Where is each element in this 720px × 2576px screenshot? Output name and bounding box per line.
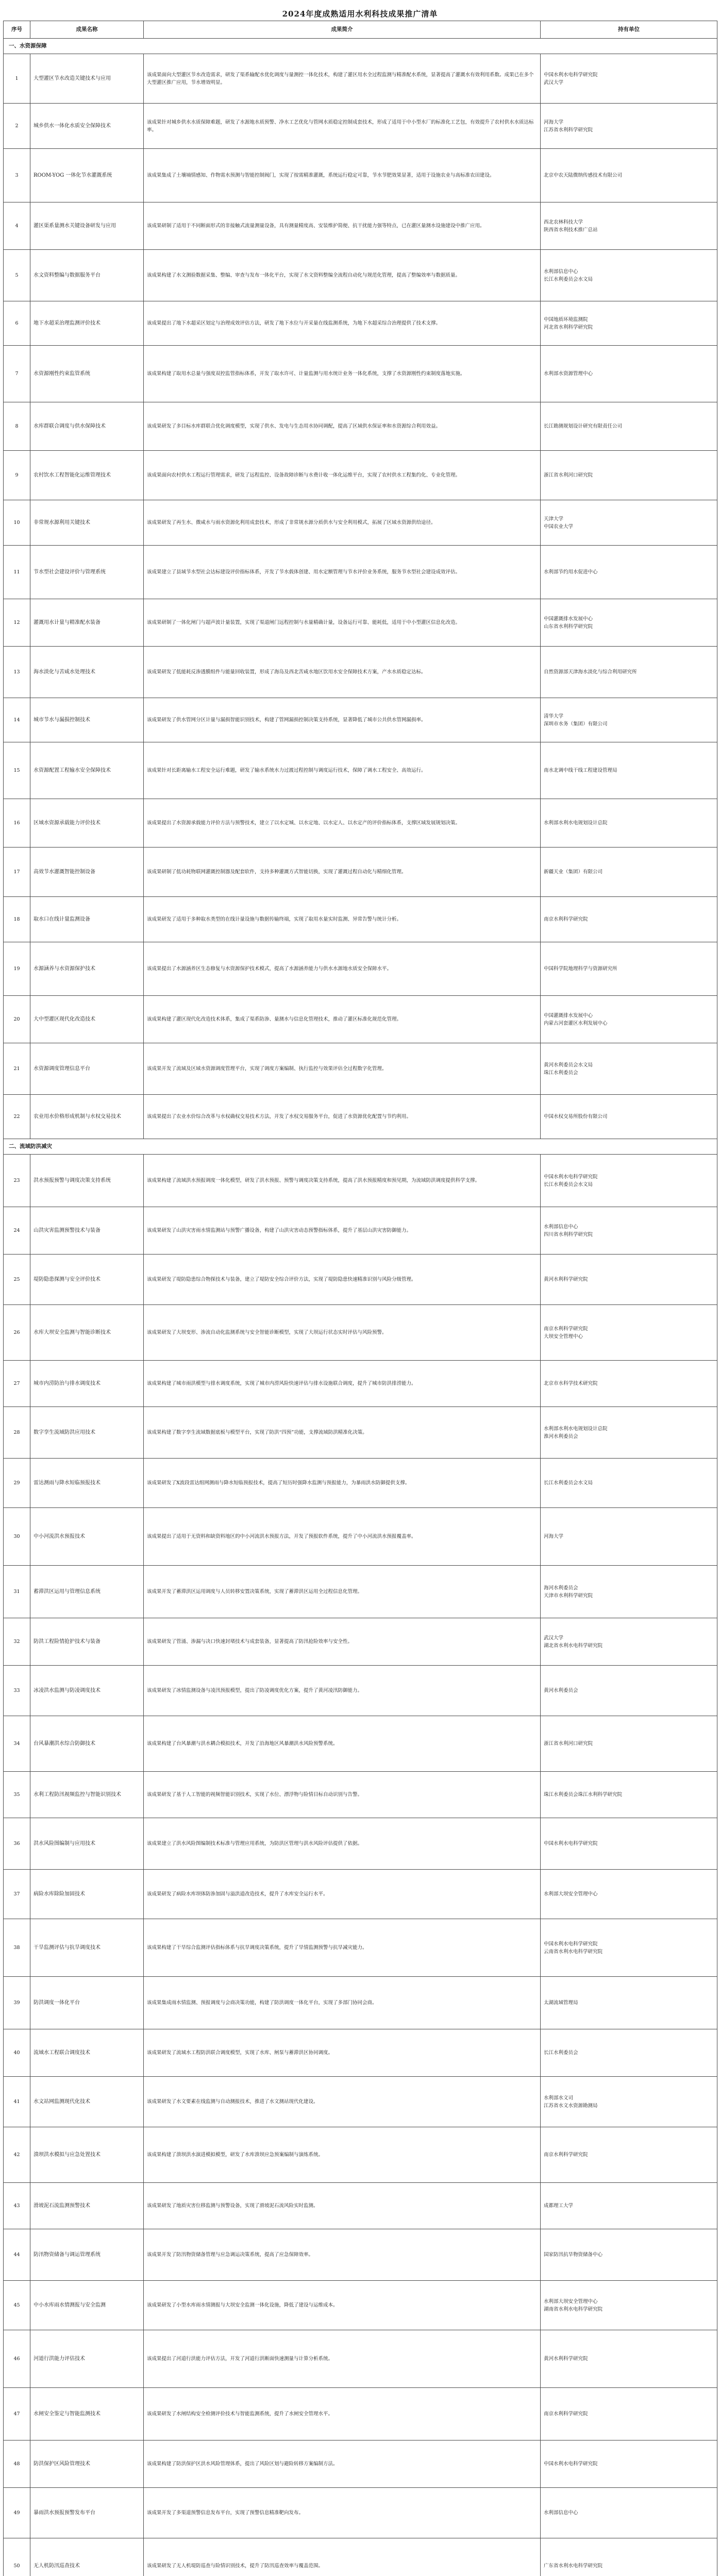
row-unit: 水利部信息中心 四川省水利科学研究院 — [541, 1207, 717, 1255]
table-row — [4, 2127, 717, 2183]
table-row — [4, 1043, 717, 1095]
table-row — [4, 451, 717, 500]
row-no: 49 — [4, 2488, 30, 2538]
table-row — [4, 1772, 717, 1818]
row-no: 29 — [4, 1459, 30, 1508]
row-name: 台风暴潮洪水综合防御技术 — [30, 1716, 144, 1772]
table-row — [4, 2488, 717, 2538]
row-no: 42 — [4, 2127, 30, 2183]
row-unit: 水利部水资源管理中心 — [541, 346, 717, 402]
row-intro: 该成果构建了台风暴潮与洪水耦合模拟技术，开发了沿海地区风暴潮洪水风险预警系统。 — [144, 1716, 541, 1772]
row-name: 山洪灾害监测预警技术与装备 — [30, 1207, 144, 1255]
row-name: 大中型灌区现代化改造技术 — [30, 996, 144, 1043]
row-unit: 中国水利水电科学研究院 长江水利委员会水文局 — [541, 1155, 717, 1207]
table-row — [4, 698, 717, 742]
table-row — [4, 500, 717, 546]
row-name: 防洪工程险情抢护技术与装备 — [30, 1618, 144, 1666]
table-row — [4, 2229, 717, 2281]
document-title: 2024年度成熟适用水利科技成果推广清单 — [282, 9, 438, 19]
section-row-flood-control — [4, 1139, 717, 1155]
table-row — [4, 942, 717, 996]
row-unit: 中国灌溉排水发展中心 山东省水利科学研究院 — [541, 599, 717, 647]
row-no: 34 — [4, 1716, 30, 1772]
row-no: 14 — [4, 698, 30, 742]
table-row — [4, 599, 717, 647]
row-no: 8 — [4, 402, 30, 451]
row-no: 47 — [4, 2388, 30, 2441]
row-unit: 国家防汛抗旱物资储备中心 — [541, 2229, 717, 2281]
row-no: 50 — [4, 2538, 30, 2576]
row-intro: 该成果研发了管涌、渗漏与决口快速封堵技术与成套装备，显著提高了防汛抢险效率与安全性。 — [144, 1618, 541, 1666]
row-name: 水库大坝安全监测与智能诊断技术 — [30, 1305, 144, 1361]
row-intro: 该成果构建了取用水总量与强度双控监管指标体系，开发了取水许可、计量监测与用水统计业务一体化系统，支撑了水资源刚性约束制度落地实施。 — [144, 346, 541, 402]
row-no: 10 — [4, 500, 30, 546]
row-no: 37 — [4, 1870, 30, 1919]
row-intro: 该成果研制了一体化闸门与超声波计量装置，实现了渠道闸门远程控制与水量精确计量，设备运行可靠、能耗低，适用于中小型灌区信息化改造。 — [144, 599, 541, 647]
row-name: 水利工程防汛视频监控与智能识别技术 — [30, 1772, 144, 1818]
row-unit: 中国水利水电科学研究院 武汉大学 — [541, 54, 717, 104]
row-unit: 天津大学 中国农业大学 — [541, 500, 717, 546]
row-no: 31 — [4, 1566, 30, 1618]
row-intro: 该成果构建了流域洪水预报调度一体化模型，研发了洪水预报、预警与调度决策支持系统，提高了洪水预报精度和预见期，为流域防洪调度提供科学支撑。 — [144, 1155, 541, 1207]
table-row — [4, 2388, 717, 2441]
row-intro: 该成果提出了适用于无资料和缺资料地区的中小河流洪水预报方法，开发了预报软件系统，提升了中小河流洪水预报覆盖率。 — [144, 1508, 541, 1566]
row-unit: 南京水利科学研究院 大坝安全管理中心 — [541, 1305, 717, 1361]
row-no: 27 — [4, 1361, 30, 1407]
table-row — [4, 2330, 717, 2388]
row-unit: 浙江省水利河口研究院 — [541, 451, 717, 500]
row-no: 13 — [4, 647, 30, 698]
header-intro: 成果简介 — [144, 21, 541, 39]
row-no: 36 — [4, 1818, 30, 1870]
table-row — [4, 1407, 717, 1459]
row-intro: 该成果研制了适用于不同断面形式的非接触式流量测量设备，具有测量精度高、安装维护简便、抗干扰能力强等特点，已在灌区量测水设施建设中推广应用。 — [144, 202, 541, 250]
row-no: 35 — [4, 1772, 30, 1818]
row-no: 17 — [4, 848, 30, 897]
row-unit: 黄河水利委员会水文局 珠江水利委员会 — [541, 1043, 717, 1095]
row-unit: 河海大学 江苏省水利科学研究院 — [541, 104, 717, 149]
row-name: 大型灌区节水改造关键技术与应用 — [30, 54, 144, 104]
table-row — [4, 1095, 717, 1139]
row-no: 21 — [4, 1043, 30, 1095]
row-intro: 该成果建立了洪水风险图编制技术标准与管理应用系统，为防洪区管理与洪水风险评估提供了依据。 — [144, 1818, 541, 1870]
row-name: 区域水资源承载能力评价技术 — [30, 799, 144, 848]
row-name: 防洪保护区风险管理技术 — [30, 2441, 144, 2488]
row-intro: 该成果提出了地下水超采区划定与治理成效评估方法，研发了地下水位与开采量在线监测系统，为地下水超采综合治理提供了技术支撑。 — [144, 301, 541, 346]
row-name: 农村饮水工程智能化运维管理技术 — [30, 451, 144, 500]
row-intro: 该成果研发了大坝变形、渗流自动化监测系统与安全智能诊断模型，实现了大坝运行状态实时评估与风险预警。 — [144, 1305, 541, 1361]
row-unit: 浙江省水利河口研究院 — [541, 1716, 717, 1772]
row-no: 7 — [4, 346, 30, 402]
row-intro: 该成果研发了地质灾害位移监测与预警设备，实现了滑坡泥石流风险实时监测。 — [144, 2183, 541, 2229]
row-no: 16 — [4, 799, 30, 848]
table-row — [4, 848, 717, 897]
table-row — [4, 346, 717, 402]
table-row — [4, 54, 717, 104]
table-row — [4, 1305, 717, 1361]
table-row — [4, 742, 717, 799]
row-no: 32 — [4, 1618, 30, 1666]
row-no: 43 — [4, 2183, 30, 2229]
row-name: 病险水库除险加固技术 — [30, 1870, 144, 1919]
table-row — [4, 1361, 717, 1407]
row-intro: 该成果提出了水源涵养区生态修复与水资源保护技术模式，提高了水源涵养能力与供水水源地水质安全保障水平。 — [144, 942, 541, 996]
row-name: 防汛物资储备与调运管理系统 — [30, 2229, 144, 2281]
row-name: 水文资料整编与数据服务平台 — [30, 250, 144, 301]
row-unit: 水利部水利水电规划设计总院 — [541, 799, 717, 848]
row-name: 农业用水价格形成机制与水权交易技术 — [30, 1095, 144, 1139]
row-no: 3 — [4, 149, 30, 202]
row-no: 26 — [4, 1305, 30, 1361]
table-row — [4, 250, 717, 301]
row-unit: 黄河水利科学研究院 — [541, 2330, 717, 2388]
row-unit: 水利部节约用水促进中心 — [541, 546, 717, 599]
row-unit: 清华大学 深圳市水务（集团）有限公司 — [541, 698, 717, 742]
row-intro: 该成果面向大型灌区节水改造需求，研发了渠系输配水优化调度与量测控一体化技术，构建了灌区用水全过程监测与精准配水系统，显著提高了灌溉水有效利用系数。成果已在多个大型灌区推广应用，节水增效明显。 — [144, 54, 541, 104]
row-name: ROOM-YOG 一体化节水灌溉系统 — [30, 149, 144, 202]
row-intro: 该成果提出了河道行洪能力评估方法，开发了河道行洪断面快速测量与计算分析系统。 — [144, 2330, 541, 2388]
row-unit: 成都理工大学 — [541, 2183, 717, 2229]
row-no: 38 — [4, 1919, 30, 1977]
row-unit: 西北农林科技大学 陕西省水利技术推广总站 — [541, 202, 717, 250]
row-intro: 该成果研发了基于人工智能的视频智能识别技术，实现了水位、漂浮物与险情目标自动识别与告警。 — [144, 1772, 541, 1818]
row-intro: 该成果研发了病险水库坝体防渗加固与溢洪道改造技术，提升了水库安全运行水平。 — [144, 1870, 541, 1919]
row-intro: 该成果研发了山洪灾害雨水情监测站与预警广播设备，构建了山洪灾害动态预警指标体系，提升了基层山洪灾害防御能力。 — [144, 1207, 541, 1255]
table-row — [4, 2077, 717, 2127]
row-intro: 该成果研发了再生水、微咸水与雨水资源化利用成套技术，形成了非常规水源分质供水与安全利用模式，拓展了区域水资源供给途径。 — [144, 500, 541, 546]
row-unit: 水利部信息中心 — [541, 2488, 717, 2538]
row-name: 水源涵养与水资源保护技术 — [30, 942, 144, 996]
row-intro: 该成果构建了干旱综合监测评估指标体系与抗旱调度决策系统，提升了旱情监测预警与抗旱减灾能力。 — [144, 1919, 541, 1977]
row-intro: 该成果开发了蓄滞洪区运用调度与人员转移安置决策系统，实现了蓄滞洪区运用全过程信息化管理。 — [144, 1566, 541, 1618]
section-title: 一、水资源保障 — [4, 39, 717, 54]
row-intro: 该成果研发了堤防隐患综合物探技术与装备，建立了堤防安全综合评价方法，实现了堤防隐患快速精准识别与风险分级管理。 — [144, 1255, 541, 1305]
row-no: 2 — [4, 104, 30, 149]
row-no: 11 — [4, 546, 30, 599]
row-name: 取水口在线计量监测设备 — [30, 897, 144, 942]
row-no: 6 — [4, 301, 30, 346]
row-unit: 黄河水利委员会 — [541, 1666, 717, 1716]
row-name: 海水淡化与苦咸水处理技术 — [30, 647, 144, 698]
row-no: 39 — [4, 1977, 30, 2029]
row-name: 暴雨洪水预报预警发布平台 — [30, 2488, 144, 2538]
row-intro: 该成果开发了防汛物资储备管理与应急调运决策系统，提高了应急保障效率。 — [144, 2229, 541, 2281]
row-intro: 该成果研发了流域水工程防洪联合调度模型，实现了水库、闸泵与蓄滞洪区协同调度。 — [144, 2029, 541, 2077]
table-row — [4, 2281, 717, 2330]
row-intro: 该成果开发了多渠道预警信息发布平台，实现了预警信息精准靶向发布。 — [144, 2488, 541, 2538]
row-name: 防洪调度一体化平台 — [30, 1977, 144, 2029]
row-intro: 该成果研发了水文要素在线监测与自动测报技术，推进了水文测站现代化建设。 — [144, 2077, 541, 2127]
row-no: 5 — [4, 250, 30, 301]
row-unit: 中国科学院地理科学与资源研究所 — [541, 942, 717, 996]
row-unit: 新疆天业（集团）有限公司 — [541, 848, 717, 897]
row-unit: 南水北调中线干线工程建设管理局 — [541, 742, 717, 799]
row-no: 46 — [4, 2330, 30, 2388]
row-intro: 该成果构建了城市雨洪模型与排水调度系统，实现了城市内涝风险快速评估与排水设施联合调度，提升了城市防洪排涝能力。 — [144, 1361, 541, 1407]
row-unit: 中国灌溉排水发展中心 内蒙古河套灌区水利发展中心 — [541, 996, 717, 1043]
row-intro: 该成果构建了数字孪生流域数据底板与模型平台，实现了防洪“四预”功能，支撑流域防洪精准化决策。 — [144, 1407, 541, 1459]
row-unit: 太湖流域管理局 — [541, 1977, 717, 2029]
row-name: 水文站网监测现代化技术 — [30, 2077, 144, 2127]
header-no: 序号 — [4, 21, 30, 39]
row-name: 中小水库雨水情测报与安全监测 — [30, 2281, 144, 2330]
row-no: 30 — [4, 1508, 30, 1566]
row-name: 节水型社会建设评价与管理系统 — [30, 546, 144, 599]
row-intro: 该成果开发了流域及区域水资源调度管理平台，实现了调度方案编制、执行监控与效果评估全过程数字化管理。 — [144, 1043, 541, 1095]
achievement-catalog-table — [3, 21, 717, 2576]
table-row — [4, 1818, 717, 1870]
row-no: 18 — [4, 897, 30, 942]
row-unit: 水利部水利水电规划设计总院 淮河水利委员会 — [541, 1407, 717, 1459]
row-unit: 中国水利水电科学研究院 — [541, 2441, 717, 2488]
table-row — [4, 1716, 717, 1772]
table-row — [4, 647, 717, 698]
table-header-row — [4, 21, 717, 39]
table-row — [4, 1666, 717, 1716]
row-name: 水资源刚性约束监管系统 — [30, 346, 144, 402]
row-name: 洪水预报预警与调度决策支持系统 — [30, 1155, 144, 1207]
row-intro: 该成果研发了无人机堤防巡查与险情识别技术，提升了防汛巡查效率与覆盖范围。 — [144, 2538, 541, 2576]
row-name: 水资源调度管理信息平台 — [30, 1043, 144, 1095]
table-row — [4, 1566, 717, 1618]
row-no: 28 — [4, 1407, 30, 1459]
row-no: 48 — [4, 2441, 30, 2488]
table-body-flood — [4, 1139, 717, 2576]
row-intro: 该成果提出了水资源承载能力评价方法与预警技术，建立了以水定城、以水定地、以水定人、以水定产的评价指标体系，支撑区域发展规划决策。 — [144, 799, 541, 848]
header-name: 成果名称 — [30, 21, 144, 39]
table-row — [4, 1618, 717, 1666]
row-name: 灌区渠系量测水关键设备研发与应用 — [30, 202, 144, 250]
row-no: 44 — [4, 2229, 30, 2281]
row-no: 15 — [4, 742, 30, 799]
row-intro: 该成果集成雨水情监测、预报调度与会商决策功能，构建了防洪调度一体化平台，实现了多部门协同会商。 — [144, 1977, 541, 2029]
row-no: 23 — [4, 1155, 30, 1207]
table-row — [4, 202, 717, 250]
row-intro: 该成果构建了水文测验数据采集、整编、审查与发布一体化平台，实现了水文资料整编全流程自动化与规范化管理，提高了整编效率与数据质量。 — [144, 250, 541, 301]
row-intro: 该成果建立了县域节水型社会达标建设评价指标体系，开发了节水载体创建、用水定额管理与节水评价业务系统，服务节水型社会建设成效评估。 — [144, 546, 541, 599]
row-no: 45 — [4, 2281, 30, 2330]
row-unit: 黄河水利科学研究院 — [541, 1255, 717, 1305]
table-row — [4, 996, 717, 1043]
row-no: 4 — [4, 202, 30, 250]
row-name: 雷达测雨与降水短临预报技术 — [30, 1459, 144, 1508]
table-row — [4, 1207, 717, 1255]
table-row — [4, 149, 717, 202]
row-unit: 广东省水利水电科学研究院 — [541, 2538, 717, 2576]
row-name: 城乡供水一体化水质安全保障技术 — [30, 104, 144, 149]
row-intro: 该成果研发了水闸结构安全检测评价技术与智能监测系统，提升了水闸安全管理水平。 — [144, 2388, 541, 2441]
row-unit: 中国水权交易所股份有限公司 — [541, 1095, 717, 1139]
row-intro: 该成果研发了X波段雷达组网测雨与降水短临预报技术，提高了短历时强降水监测与预报能力，为暴雨洪水防御提供支撑。 — [144, 1459, 541, 1508]
row-unit: 河海大学 — [541, 1508, 717, 1566]
row-name: 溃坝洪水模拟与应急处置技术 — [30, 2127, 144, 2183]
row-unit: 水利部大坝安全管理中心 — [541, 1870, 717, 1919]
row-name: 城市节水与漏损控制技术 — [30, 698, 144, 742]
row-name: 蓄滞洪区运用与管理信息系统 — [30, 1566, 144, 1618]
row-intro: 该成果构建了灌区现代化改造技术体系，集成了渠系防渗、量测水与信息化管理技术，推动了灌区标准化规范化管理。 — [144, 996, 541, 1043]
row-no: 24 — [4, 1207, 30, 1255]
row-intro: 该成果研发了小型水库雨水情测报与大坝安全监测一体化设施，降低了建设与运维成本。 — [144, 2281, 541, 2330]
table-body — [4, 39, 717, 1139]
row-intro: 该成果研发了冰情监测设备与凌汛预报模型，提出了防凌调度优化方案，提升了黄河凌汛防御能力。 — [144, 1666, 541, 1716]
row-name: 城市内涝防治与排水调度技术 — [30, 1361, 144, 1407]
row-intro: 该成果研发了供水管网分区计量与漏损智能识别技术，构建了管网漏损控制决策支持系统，显著降低了城市公共供水管网漏损率。 — [144, 698, 541, 742]
row-no: 22 — [4, 1095, 30, 1139]
header-unit: 持有单位 — [541, 21, 717, 39]
table-row — [4, 1870, 717, 1919]
row-no: 9 — [4, 451, 30, 500]
table-row — [4, 2441, 717, 2488]
row-name: 水闸安全鉴定与智能监测技术 — [30, 2388, 144, 2441]
table-row — [4, 1155, 717, 1207]
row-intro: 该成果研制了低功耗物联网灌溉控制器及配套软件，支持多种灌溉方式智能切换，实现了灌溉过程自动化与精细化管理。 — [144, 848, 541, 897]
row-unit: 长江水利委员会水文局 — [541, 1459, 717, 1508]
table-row — [4, 1977, 717, 2029]
row-unit: 中国地质环境监测院 河北省水利科学研究院 — [541, 301, 717, 346]
row-unit: 北京中农天陆微纳传感技术有限公司 — [541, 149, 717, 202]
row-intro: 该成果研发了适用于多种取水类型的在线计量设施与数据传输终端，实现了取用水量实时监测、异常告警与统计分析。 — [144, 897, 541, 942]
row-name: 滑坡泥石流监测预警技术 — [30, 2183, 144, 2229]
row-unit: 南京水利科学研究院 — [541, 2388, 717, 2441]
table-row — [4, 104, 717, 149]
row-unit: 南京水利科学研究院 — [541, 2127, 717, 2183]
row-intro: 该成果构建了溃坝洪水演进模拟模型，研发了水库溃坝应急预案编制与演练系统。 — [144, 2127, 541, 2183]
row-name: 干旱监测评估与抗旱调度技术 — [30, 1919, 144, 1977]
row-name: 洪水风险图编制与应用技术 — [30, 1818, 144, 1870]
row-name: 数字孪生流域防洪应用技术 — [30, 1407, 144, 1459]
row-unit: 海河水利委员会 天津市水利科学研究院 — [541, 1566, 717, 1618]
row-unit: 水利部水文司 江苏省水文水资源勘测局 — [541, 2077, 717, 2127]
row-no: 40 — [4, 2029, 30, 2077]
row-unit: 水利部大坝安全管理中心 湖南省水利水电科学研究院 — [541, 2281, 717, 2330]
row-unit: 南京水利科学研究院 — [541, 897, 717, 942]
row-name: 堤防隐患探测与安全评价技术 — [30, 1255, 144, 1305]
row-name: 水资源配置工程输水安全保障技术 — [30, 742, 144, 799]
table-row — [4, 1919, 717, 1977]
row-intro: 该成果提出了农业水价综合改革与水权确权交易技术方法，开发了水权交易服务平台，促进了水资源优化配置与节约利用。 — [144, 1095, 541, 1139]
row-unit: 中国水利水电科学研究院 — [541, 1818, 717, 1870]
row-name: 冰凌洪水监测与防凌调度技术 — [30, 1666, 144, 1716]
table-row — [4, 1255, 717, 1305]
row-name: 地下水超采治理监测评价技术 — [30, 301, 144, 346]
row-no: 25 — [4, 1255, 30, 1305]
table-row — [4, 799, 717, 848]
row-intro: 该成果研发了多目标水库群联合优化调度模型，实现了供水、发电与生态用水协同调配，提高了区域供水保证率和水资源综合利用效益。 — [144, 402, 541, 451]
table-row — [4, 2538, 717, 2576]
row-intro: 该成果构建了防洪保护区洪水风险管理体系，提出了风险区划与避险转移方案编制方法。 — [144, 2441, 541, 2488]
row-name: 高效节水灌溉智能控制设备 — [30, 848, 144, 897]
row-unit: 自然资源部天津海水淡化与综合利用研究所 — [541, 647, 717, 698]
row-intro: 该成果研发了低能耗反渗透膜组件与能量回收装置，形成了海岛及西北苦咸水地区饮用水安全保障技术方案，产水水质稳定达标。 — [144, 647, 541, 698]
table-row — [4, 301, 717, 346]
row-name: 无人机防汛巡查技术 — [30, 2538, 144, 2576]
row-unit: 长江勘测规划设计研究有限责任公司 — [541, 402, 717, 451]
row-no: 12 — [4, 599, 30, 647]
row-name: 水库群联合调度与供水保障技术 — [30, 402, 144, 451]
table-row — [4, 546, 717, 599]
row-intro: 该成果集成了土壤墒情感知、作物需水预测与智能控制阀门，实现了按需精准灌溉，系统运行稳定可靠，节水节肥效果显著，适用于设施农业与高标准农田建设。 — [144, 149, 541, 202]
row-unit: 北京市水科学技术研究院 — [541, 1361, 717, 1407]
row-name: 河道行洪能力评估技术 — [30, 2330, 144, 2388]
row-unit: 中国水利水电科学研究院 云南省水利水电科学研究院 — [541, 1919, 717, 1977]
row-unit: 长江水利委员会 — [541, 2029, 717, 2077]
row-intro: 该成果针对长距离输水工程安全运行难题，研发了输水系统水力过渡过程控制与调度运行技术，保障了调水工程安全、高效运行。 — [144, 742, 541, 799]
row-no: 1 — [4, 54, 30, 104]
table-row — [4, 1459, 717, 1508]
row-intro: 该成果针对城乡供水水质保障难题，研发了水源地水质预警、净水工艺优化与管网水质稳定控制成套技术，形成了适用于中小型水厂的标准化工艺包，有效提升了农村供水水质达标率。 — [144, 104, 541, 149]
row-unit: 水利部信息中心 长江水利委员会水文局 — [541, 250, 717, 301]
table-row — [4, 2183, 717, 2229]
row-no: 41 — [4, 2077, 30, 2127]
row-no: 33 — [4, 1666, 30, 1716]
table-row — [4, 2029, 717, 2077]
section-row-water-resources — [4, 39, 717, 54]
row-name: 中小河流洪水预报技术 — [30, 1508, 144, 1566]
table-row — [4, 897, 717, 942]
row-unit: 武汉大学 湖北省水利水电科学研究院 — [541, 1618, 717, 1666]
row-no: 19 — [4, 942, 30, 996]
row-no: 20 — [4, 996, 30, 1043]
table-row — [4, 1508, 717, 1566]
row-name: 灌溉用水计量与精准配水装备 — [30, 599, 144, 647]
row-name: 非常规水源利用关键技术 — [30, 500, 144, 546]
section-title: 二、流域防洪减灾 — [4, 1139, 717, 1155]
table-row — [4, 402, 717, 451]
row-unit: 珠江水利委员会珠江水利科学研究院 — [541, 1772, 717, 1818]
row-name: 流域水工程联合调度技术 — [30, 2029, 144, 2077]
row-intro: 该成果面向农村供水工程运行管理需求，研发了远程监控、设备故障诊断与水费计收一体化运维平台，实现了农村供水工程集约化、专业化管理。 — [144, 451, 541, 500]
